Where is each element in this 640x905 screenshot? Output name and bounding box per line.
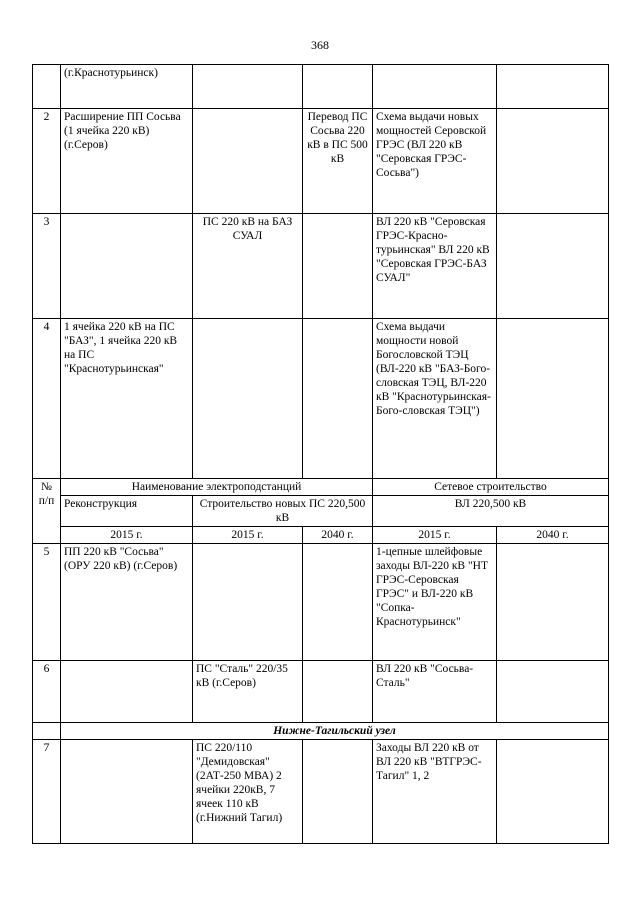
reconstruction-cell: [61, 661, 193, 723]
new-substation-2040-cell: [303, 740, 373, 844]
reconstruction-cell: (г.Краснотурьинск): [61, 65, 193, 109]
header-lines-label: ВЛ 220,500 кВ: [373, 496, 609, 527]
table-row: [33, 740, 609, 844]
reconstruction-cell: 1 ячейка 220 кВ на ПС "БАЗ", 1 ячейка 220 кВ на ПС "Краснотурьинская": [61, 319, 193, 479]
network-2015-cell: ВЛ 220 кВ "Сосьва-Сталь": [373, 661, 497, 723]
reconstruction-cell: [61, 214, 193, 319]
network-2040-cell: [497, 740, 609, 844]
table-row: [33, 661, 609, 723]
network-2015-cell: Заходы ВЛ 220 кВ от ВЛ 220 кВ "ВТГРЭС-Тагил" 1, 2: [373, 740, 497, 844]
header-year: 2015 г.: [61, 527, 193, 544]
table-row: [33, 319, 609, 479]
new-substation-2040-cell: [303, 214, 373, 319]
new-substation-2015-cell: [193, 109, 303, 214]
row-number: 4: [33, 319, 61, 479]
network-2040-cell: [497, 65, 609, 109]
network-2015-cell: Схема выдачи новых мощностей Серовской ГРЭС (ВЛ 220 кВ "Серовская ГРЭС-Сосьва"): [373, 109, 497, 214]
new-substation-2040-cell: [303, 65, 373, 109]
subheading-num-cell: [33, 723, 61, 740]
substation-table: [32, 64, 609, 844]
new-substation-2015-cell: ПС "Сталь" 220/35 кВ (г.Серов): [193, 661, 303, 723]
reconstruction-cell: Расширение ПП Сосьва (1 ячейка 220 кВ) (г.Серов): [61, 109, 193, 214]
header-year: 2040 г.: [303, 527, 373, 544]
header-reconstruction-label: Реконструкция: [61, 496, 193, 527]
header-new-construction-label: Строительство новых ПС 220,500 кВ: [193, 496, 373, 527]
header-num-label: № п/п: [33, 479, 61, 544]
subheading-row: [33, 723, 609, 740]
network-2015-cell: Схема выдачи мощности новой Богословской ТЭЦ (ВЛ-220 кВ "БАЗ-Бого-словская ТЭЦ, ВЛ-220 кВ "Краснотурьинская-Бого-словская ТЭЦ"): [373, 319, 497, 479]
network-2015-cell: [373, 65, 497, 109]
table-row: [33, 65, 609, 109]
row-number: [33, 65, 61, 109]
reconstruction-cell: ПП 220 кВ "Сосьва" (ОРУ 220 кВ) (г.Серов): [61, 544, 193, 661]
section-subheading: Нижне-Тагильский узел: [61, 723, 609, 740]
header-row: [33, 496, 609, 527]
table-row: [33, 109, 609, 214]
header-substations-label: Наименование электроподстанций: [61, 479, 373, 496]
row-number: 3: [33, 214, 61, 319]
new-substation-2015-cell: ПС 220/110 "Демидовская" (2АТ-250 МВА) 2 ячейки 220кВ, 7 ячеек 110 кВ (г.Нижний Тагил): [193, 740, 303, 844]
new-substation-2040-cell: [303, 319, 373, 479]
network-2040-cell: [497, 319, 609, 479]
network-2040-cell: [497, 544, 609, 661]
network-2040-cell: [497, 109, 609, 214]
header-network-label: Сетевое строительство: [373, 479, 609, 496]
row-number: 6: [33, 661, 61, 723]
header-row: [33, 527, 609, 544]
header-year: 2015 г.: [373, 527, 497, 544]
new-substation-2015-cell: [193, 65, 303, 109]
new-substation-2015-cell: [193, 319, 303, 479]
row-number: 5: [33, 544, 61, 661]
row-number: 7: [33, 740, 61, 844]
network-2040-cell: [497, 214, 609, 319]
header-year: 2040 г.: [497, 527, 609, 544]
network-2040-cell: [497, 661, 609, 723]
table-row: [33, 544, 609, 661]
page-number: 368: [311, 38, 329, 52]
header-year: 2015 г.: [193, 527, 303, 544]
new-substation-2040-cell: [303, 544, 373, 661]
reconstruction-cell: [61, 740, 193, 844]
new-substation-2015-cell: ПС 220 кВ на БАЗ СУАЛ: [193, 214, 303, 319]
new-substation-2040-cell: Перевод ПС Сосьва 220 кВ в ПС 500 кВ: [303, 109, 373, 214]
header-row: [33, 479, 609, 496]
new-substation-2040-cell: [303, 661, 373, 723]
table-row: [33, 214, 609, 319]
new-substation-2015-cell: [193, 544, 303, 661]
row-number: 2: [33, 109, 61, 214]
network-2015-cell: ВЛ 220 кВ "Серовская ГРЭС-Красно-турьинская" ВЛ 220 кВ "Серовская ГРЭС-БАЗ СУАЛ": [373, 214, 497, 319]
network-2015-cell: 1-цепные шлейфовые заходы ВЛ-220 кВ "НТ ГРЭС-Серовская ГРЭС" и ВЛ-220 кВ "Сопка-Краснотурьинск": [373, 544, 497, 661]
